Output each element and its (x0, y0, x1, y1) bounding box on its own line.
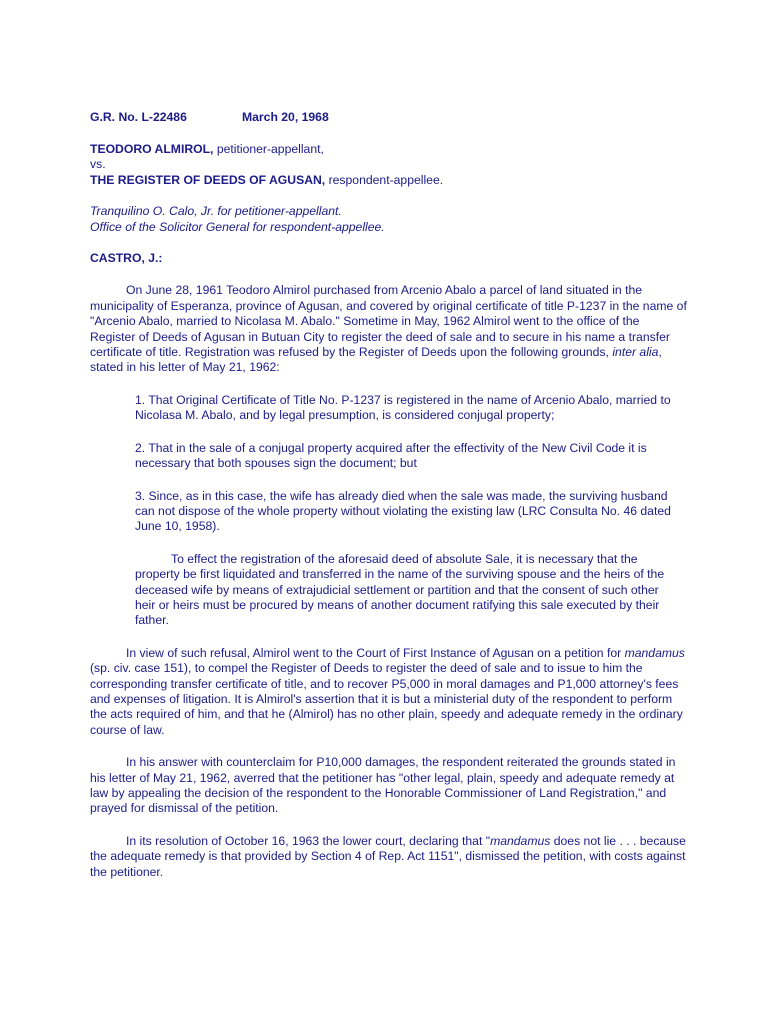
paragraph-1-text-a: On June 28, 1961 Teodoro Almirol purchased from Arcenio Abalo a parcel of land situated in the municipality of Esperanza, province of Agusan, and covered by original certificate of title P-1237 in the name of "Arcenio Abalo, married to Nicolasa M. Abalo." Sometime in May, 1962 Almirol went to the office of the Register of Deeds of Agusan in Butuan City to register the deed of sale and to secure in his name a transfer certificate of title. Registration was refused by the Register of Deeds upon the following grounds, (90, 283, 687, 360)
paragraph-2-text-a: In view of such refusal, Almirol went to the Court of First Instance of Agusan on a petition for (126, 645, 625, 660)
paragraph-1 (90, 283, 688, 375)
paragraph-2 (90, 646, 688, 738)
counsel-petitioner: Tranquilino O. Calo, Jr. for petitioner-appellant. (90, 204, 342, 219)
respondent-name: THE REGISTER OF DEEDS OF AGUSAN, (90, 172, 326, 187)
case-header (90, 110, 688, 126)
respondent-line (90, 173, 688, 188)
paragraph-1-italic: inter alia (612, 345, 659, 360)
paragraph-1-text-b: , stated in his letter of May 21, 1962: (90, 345, 662, 375)
ponente: CASTRO, J.: (90, 251, 163, 266)
petitioner-role: petitioner-appellant, (213, 142, 324, 156)
paragraph-4-text-a: In its resolution of October 16, 1963 the lower court, declaring that " (126, 833, 491, 848)
case-date: March 20, 1968 (242, 110, 329, 124)
quoted-ground-3: 3. Since, as in this case, the wife has already died when the sale was made, the surviving husband can not dispose of the whole property without violating the existing law (LRC Consulta No. 46 dated June 10, 1958). (135, 488, 671, 534)
quoted-ground-1: 1. That Original Certificate of Title No. P-1237 is registered in the name of Arcenio Abalo, married to Nicolasa M. Abalo, and by legal presumption, is considered conjugal property; (135, 392, 671, 423)
court-decision-document (90, 110, 688, 880)
respondent-role: respondent-appellee. (325, 172, 444, 187)
paragraph-4-italic: mandamus (490, 833, 551, 848)
paragraph-2-text-b: (sp. civ. case 151), to compel the Register of Deeds to register the deed of sale and to issue to him the corresponding transfer certificate of title, and to recover P5,000 in moral damages and P1,000 attorney's fees and expenses of litigation. It is Almirol's assertion that it is but a ministerial duty of the respondent to perform the acts required of him, and that he (Almirol) has no other plain, speedy and adequate remedy in the ordinary course of law. (90, 661, 683, 737)
case-number: G.R. No. L-22486 (90, 110, 187, 124)
quoted-conclusion: To effect the registration of the aforesaid deed of absolute Sale, it is necessary that the property be first liquidated and transferred in the name of the surviving spouse and the heirs of the deceased wife by means of extrajudicial settlement or partition and that the consent of such other heir or heirs must be procured by means of another document ratifying this sale executed by their father. (135, 551, 665, 628)
paragraph-2-italic: mandamus (624, 645, 685, 660)
petitioner-name: TEODORO ALMIROL, (90, 142, 214, 156)
versus-line: vs. (90, 157, 106, 172)
counsel-respondent: Office of the Solicitor General for respondent-appellee. (90, 219, 385, 234)
paragraph-3: In his answer with counterclaim for P10,000 damages, the respondent reiterated the grounds stated in his letter of May 21, 1962, averred that the petitioner has "other legal, plain, speedy and adequate remedy at law by appealing the decision of the respondent to the Honorable Commissioner of Land Registration," and prayed for dismissal of the petition. (90, 755, 676, 816)
petitioner-line (90, 142, 688, 157)
quoted-letter (135, 393, 681, 629)
quoted-ground-2: 2. That in the sale of a conjugal property acquired after the effectivity of the New Civil Code it is necessary that both spouses sign the document; but (135, 440, 647, 471)
paragraph-4 (90, 834, 688, 880)
paragraph-4-text-b: does not lie . . . because the adequate remedy is that provided by Section 4 of Rep. Act 1151", dismissed the petition, with costs against the petitioner. (90, 833, 686, 879)
